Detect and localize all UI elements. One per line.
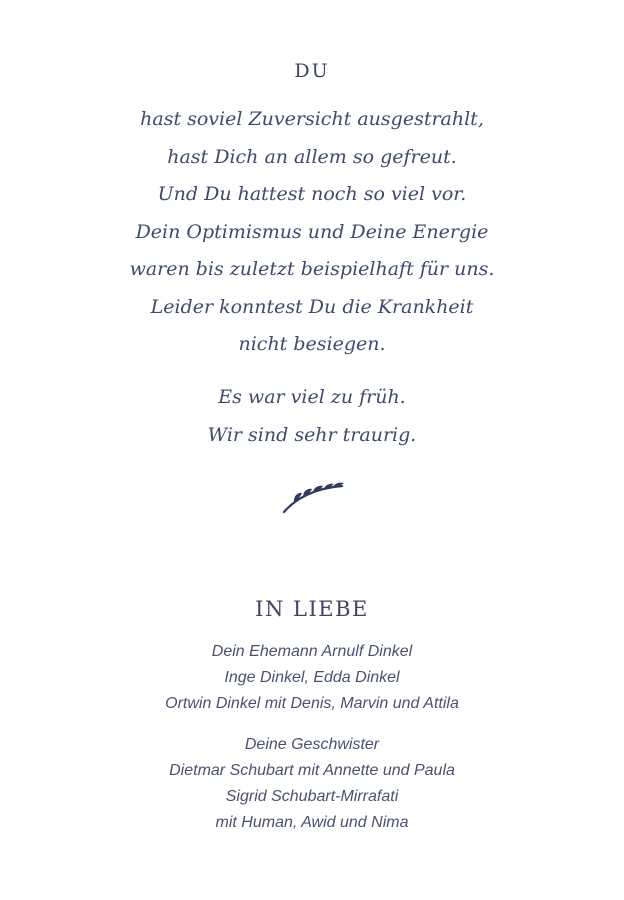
poem-line: hast soviel Zuversicht ausgestrahlt, xyxy=(140,108,484,130)
family-line: Inge Dinkel, Edda Dinkel xyxy=(224,669,400,686)
feather-leaf-icon xyxy=(278,478,348,518)
family-line: Ortwin Dinkel mit Denis, Marvin und Attila xyxy=(165,695,459,712)
poem-line: Leider konntest Du die Krankheit xyxy=(150,295,474,318)
family-group-spouse xyxy=(0,639,624,717)
poem-text xyxy=(0,101,624,364)
family-line: mit Human, Awid und Nima xyxy=(215,814,409,831)
closing-line: Wir sind sehr traurig. xyxy=(207,423,417,446)
poem-line: Dein Optimismus und Deine Energie xyxy=(135,220,489,243)
poem-line: Und Du hattest noch so viel vor. xyxy=(157,183,467,205)
signoff-heading: IN LIEBE xyxy=(255,597,369,621)
poem-line: waren bis zuletzt beispielhaft für uns. xyxy=(129,258,495,280)
family-group-siblings xyxy=(0,732,624,836)
closing-text xyxy=(0,379,624,454)
family-line: Dietmar Schubart mit Annette und Paula xyxy=(169,762,455,779)
family-line: Deine Geschwister xyxy=(244,736,380,753)
poem-line: hast Dich an allem so gefreut. xyxy=(167,145,457,168)
family-line: Dein Ehemann Arnulf Dinkel xyxy=(211,643,413,660)
family-line: Sigrid Schubart-Mirrafati xyxy=(225,788,399,805)
closing-line: Es war viel zu früh. xyxy=(218,386,406,408)
card-heading: DU xyxy=(294,60,330,82)
poem-line: nicht besiegen. xyxy=(238,333,386,355)
